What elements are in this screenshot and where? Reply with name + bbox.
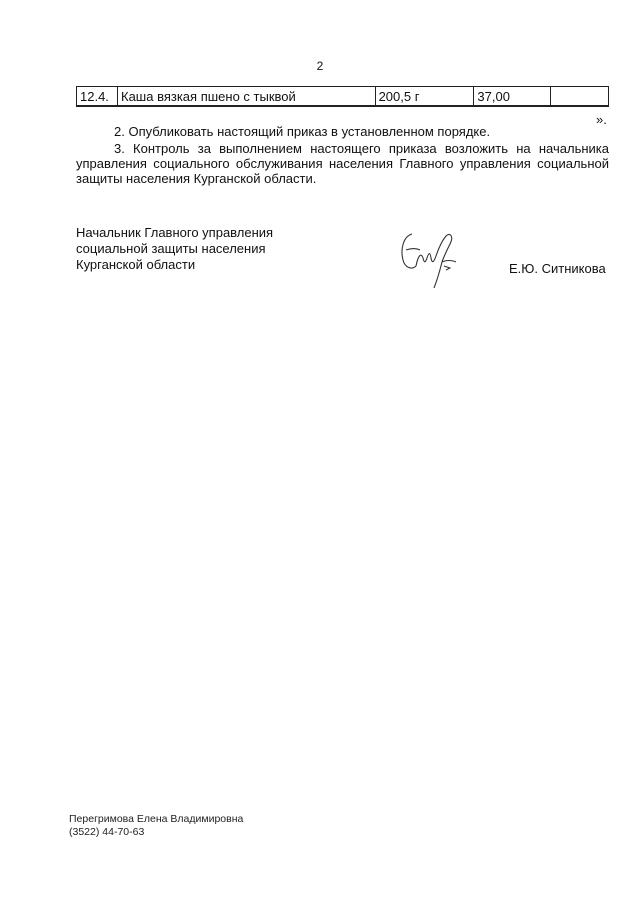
row-number-cell: 12.4. xyxy=(77,87,118,107)
signer-position xyxy=(76,225,273,273)
paragraph-publish: 2. Опубликовать настоящий приказ в установленном порядке. xyxy=(114,124,491,139)
empty-cell xyxy=(551,87,609,107)
executor-name: Перегримова Елена Владимировна xyxy=(69,813,244,825)
table-row xyxy=(77,87,609,107)
handwritten-signature xyxy=(394,226,464,292)
closing-quote: ». xyxy=(596,112,607,127)
price-cell: 37,00 xyxy=(474,87,551,107)
executor-phone: (3522) 44-70-63 xyxy=(69,826,145,838)
page-number: 2 xyxy=(316,59,324,73)
menu-table xyxy=(76,86,609,107)
dish-name-cell: Каша вязкая пшено с тыквой xyxy=(118,87,376,107)
executor-info xyxy=(69,813,243,839)
signer-name: Е.Ю. Ситникова xyxy=(509,261,606,276)
signer-position-line: Курганской области xyxy=(76,257,196,272)
paragraph-control: 3. Контроль за выполнением настоящего приказа возложить на начальника управления социального обслуживания населения Главного управления социальной защиты населения Курганской области. xyxy=(76,141,609,186)
weight-cell: 200,5 г xyxy=(375,87,474,107)
signer-position-line: Начальник Главного управления xyxy=(76,225,274,240)
signer-position-line: социальной защиты населения xyxy=(76,241,266,256)
